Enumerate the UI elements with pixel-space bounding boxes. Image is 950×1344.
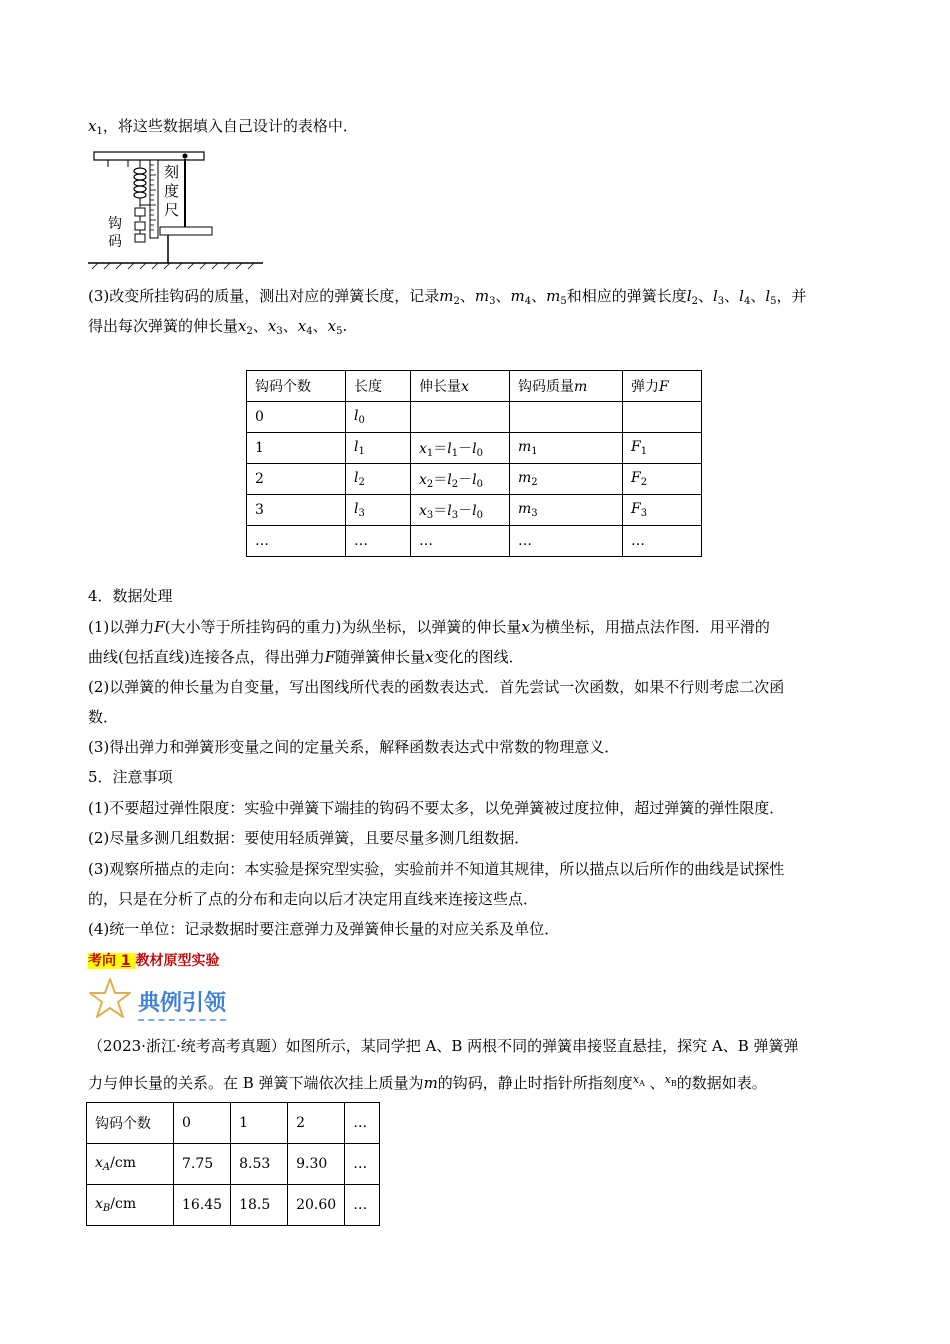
table-cell bbox=[623, 402, 702, 433]
header-cell: 钩码质量m bbox=[510, 371, 623, 402]
table-cell: 钩码个数 bbox=[87, 1103, 174, 1144]
table-cell: $x_3=l_3-l_0$ bbox=[411, 495, 510, 526]
dianli-label: 典例引领 bbox=[138, 986, 226, 1021]
table-row bbox=[87, 1103, 380, 1144]
table-cell: $m_3$ bbox=[510, 495, 623, 526]
table-cell: 20.60 bbox=[288, 1185, 345, 1226]
table-cell: $l_2$ bbox=[346, 464, 411, 495]
table-cell: … bbox=[623, 526, 702, 557]
para-3-line-2: 得出每次弹簧的伸长量$x_2$、$x_3$、$x_4$、$x_5$. bbox=[88, 317, 348, 337]
table-cell: $m_1$ bbox=[510, 433, 623, 464]
s4-p1-line-2: 曲线(包括直线)连接各点，得出弹力F随弹簧伸长量x变化的图线． bbox=[88, 648, 524, 666]
problem-line-2: 力与伸长量的关系。在 B 弹簧下端依次挂上质量为m的钩码，静止时指针所指刻度$^{x_A}$ 、$^{x_B}$的数据如表。 bbox=[88, 1073, 767, 1092]
s4-p3: (3)得出弹力和弹簧形变量之间的定量关系，解释函数表达式中常数的物理意义． bbox=[88, 738, 620, 756]
table-row bbox=[247, 402, 702, 433]
ruler-label: 刻度尺 bbox=[164, 163, 180, 219]
s5-p3-line-1: (3)观察所描点的走向：本实验是探究型实验，实验前并不知道其规律，所以描点以后所作的曲线是试探性 bbox=[88, 860, 785, 878]
table-cell: … bbox=[345, 1144, 380, 1185]
s5-p4: (4)统一单位：记录数据时要注意弹力及弹簧伸长量的对应关系及单位． bbox=[88, 920, 560, 938]
s5-p2: (2)尽量多测几组数据：要使用轻质弹簧，且要尽量多测几组数据． bbox=[88, 829, 530, 847]
s4-p2-line-1: (2)以弹簧的伸长量为自变量，写出图线所代表的函数表达式．首先尝试一次函数，如果不行则考虑二次函 bbox=[88, 678, 785, 696]
table-cell: 1 bbox=[231, 1103, 288, 1144]
table-cell: … bbox=[247, 526, 346, 557]
table-cell: $l_3$ bbox=[346, 495, 411, 526]
table-cell: 0 bbox=[247, 402, 346, 433]
s4-p2-line-2: 数． bbox=[88, 708, 119, 726]
table-cell: $l_0$ bbox=[346, 402, 411, 433]
weight-label: 钩码 bbox=[108, 216, 122, 250]
table-cell: … bbox=[346, 526, 411, 557]
table-cell: 16.45 bbox=[174, 1185, 231, 1226]
table-cell: 2 bbox=[247, 464, 346, 495]
header-cell: 弹力F bbox=[623, 371, 702, 402]
header-cell: 长度 bbox=[346, 371, 411, 402]
table-row bbox=[87, 1185, 380, 1226]
table-cell: … bbox=[411, 526, 510, 557]
table-row bbox=[247, 526, 702, 557]
table-cell: $F_2$ bbox=[623, 464, 702, 495]
table-cell: … bbox=[510, 526, 623, 557]
table-cell: $x_1=l_1-l_0$ bbox=[411, 433, 510, 464]
table-cell: … bbox=[345, 1185, 380, 1226]
table-cell: 1 bbox=[247, 433, 346, 464]
header-cell: 伸长量x bbox=[411, 371, 510, 402]
table-cell: 9.30 bbox=[288, 1144, 345, 1185]
table-cell bbox=[411, 402, 510, 433]
table-cell: 18.5 bbox=[231, 1185, 288, 1226]
problem-line-1: （2023·浙江·统考高考真题）如图所示，某同学把 A、B 两根不同的弹簧串接竖直悬挂，探究 A、B 弹簧弹 bbox=[88, 1037, 799, 1055]
table-cell: $l_1$ bbox=[346, 433, 411, 464]
measurement-table bbox=[246, 370, 702, 557]
table-cell: … bbox=[345, 1103, 380, 1144]
table-cell: 3 bbox=[247, 495, 346, 526]
para-3-line-1: (3)改变所挂钩码的质量，测出对应的弹簧长度，记录$m_2$、$m_3$、$m_4$、$m_5$和相应的弹簧长度$l_2$、$l_3$、$l_4$、$l_5$，并 bbox=[88, 287, 807, 307]
table-cell: 8.53 bbox=[231, 1144, 288, 1185]
spring-data-table bbox=[86, 1102, 380, 1226]
table-cell: $F_1$ bbox=[623, 433, 702, 464]
intro-line: $x_1$，将这些数据填入自己设计的表格中． bbox=[88, 117, 358, 137]
table-row bbox=[247, 495, 702, 526]
header-cell: 钩码个数 bbox=[247, 371, 346, 402]
table-header-row bbox=[247, 371, 702, 402]
table-cell bbox=[510, 402, 623, 433]
s4-p1-line-1: (1)以弹力F(大小等于所挂钩码的重力)为纵坐标，以弹簧的伸长量x为横坐标，用描点法作图．用平滑的 bbox=[88, 618, 770, 636]
table-row bbox=[87, 1144, 380, 1185]
table-cell: $m_2$ bbox=[510, 464, 623, 495]
table-cell: $x_2=l_2-l_0$ bbox=[411, 464, 510, 495]
s5-p1: (1)不要超过弹性限度：实验中弹簧下端挂的钩码不要太多，以免弹簧被过度拉伸，超过弹簧的弹性限度． bbox=[88, 799, 785, 817]
s5-p3-line-2: 的，只是在分析了点的分布和走向以后才决定用直线来连接这些点． bbox=[88, 890, 539, 908]
table-row bbox=[247, 433, 702, 464]
table-cell: $x_A/cm$ bbox=[87, 1144, 174, 1185]
section-5-title: 5．注意事项 bbox=[88, 768, 173, 786]
table-cell: 7.75 bbox=[174, 1144, 231, 1185]
table-cell: $F_3$ bbox=[623, 495, 702, 526]
section-4-title: 4．数据处理 bbox=[88, 587, 173, 605]
kaoxiang-heading: 考向 1 教材原型实验 bbox=[88, 953, 220, 969]
table-row bbox=[247, 464, 702, 495]
table-cell: $x_B/cm$ bbox=[87, 1185, 174, 1226]
star-icon bbox=[88, 977, 132, 1019]
table-cell: 0 bbox=[174, 1103, 231, 1144]
table-cell: 2 bbox=[288, 1103, 345, 1144]
